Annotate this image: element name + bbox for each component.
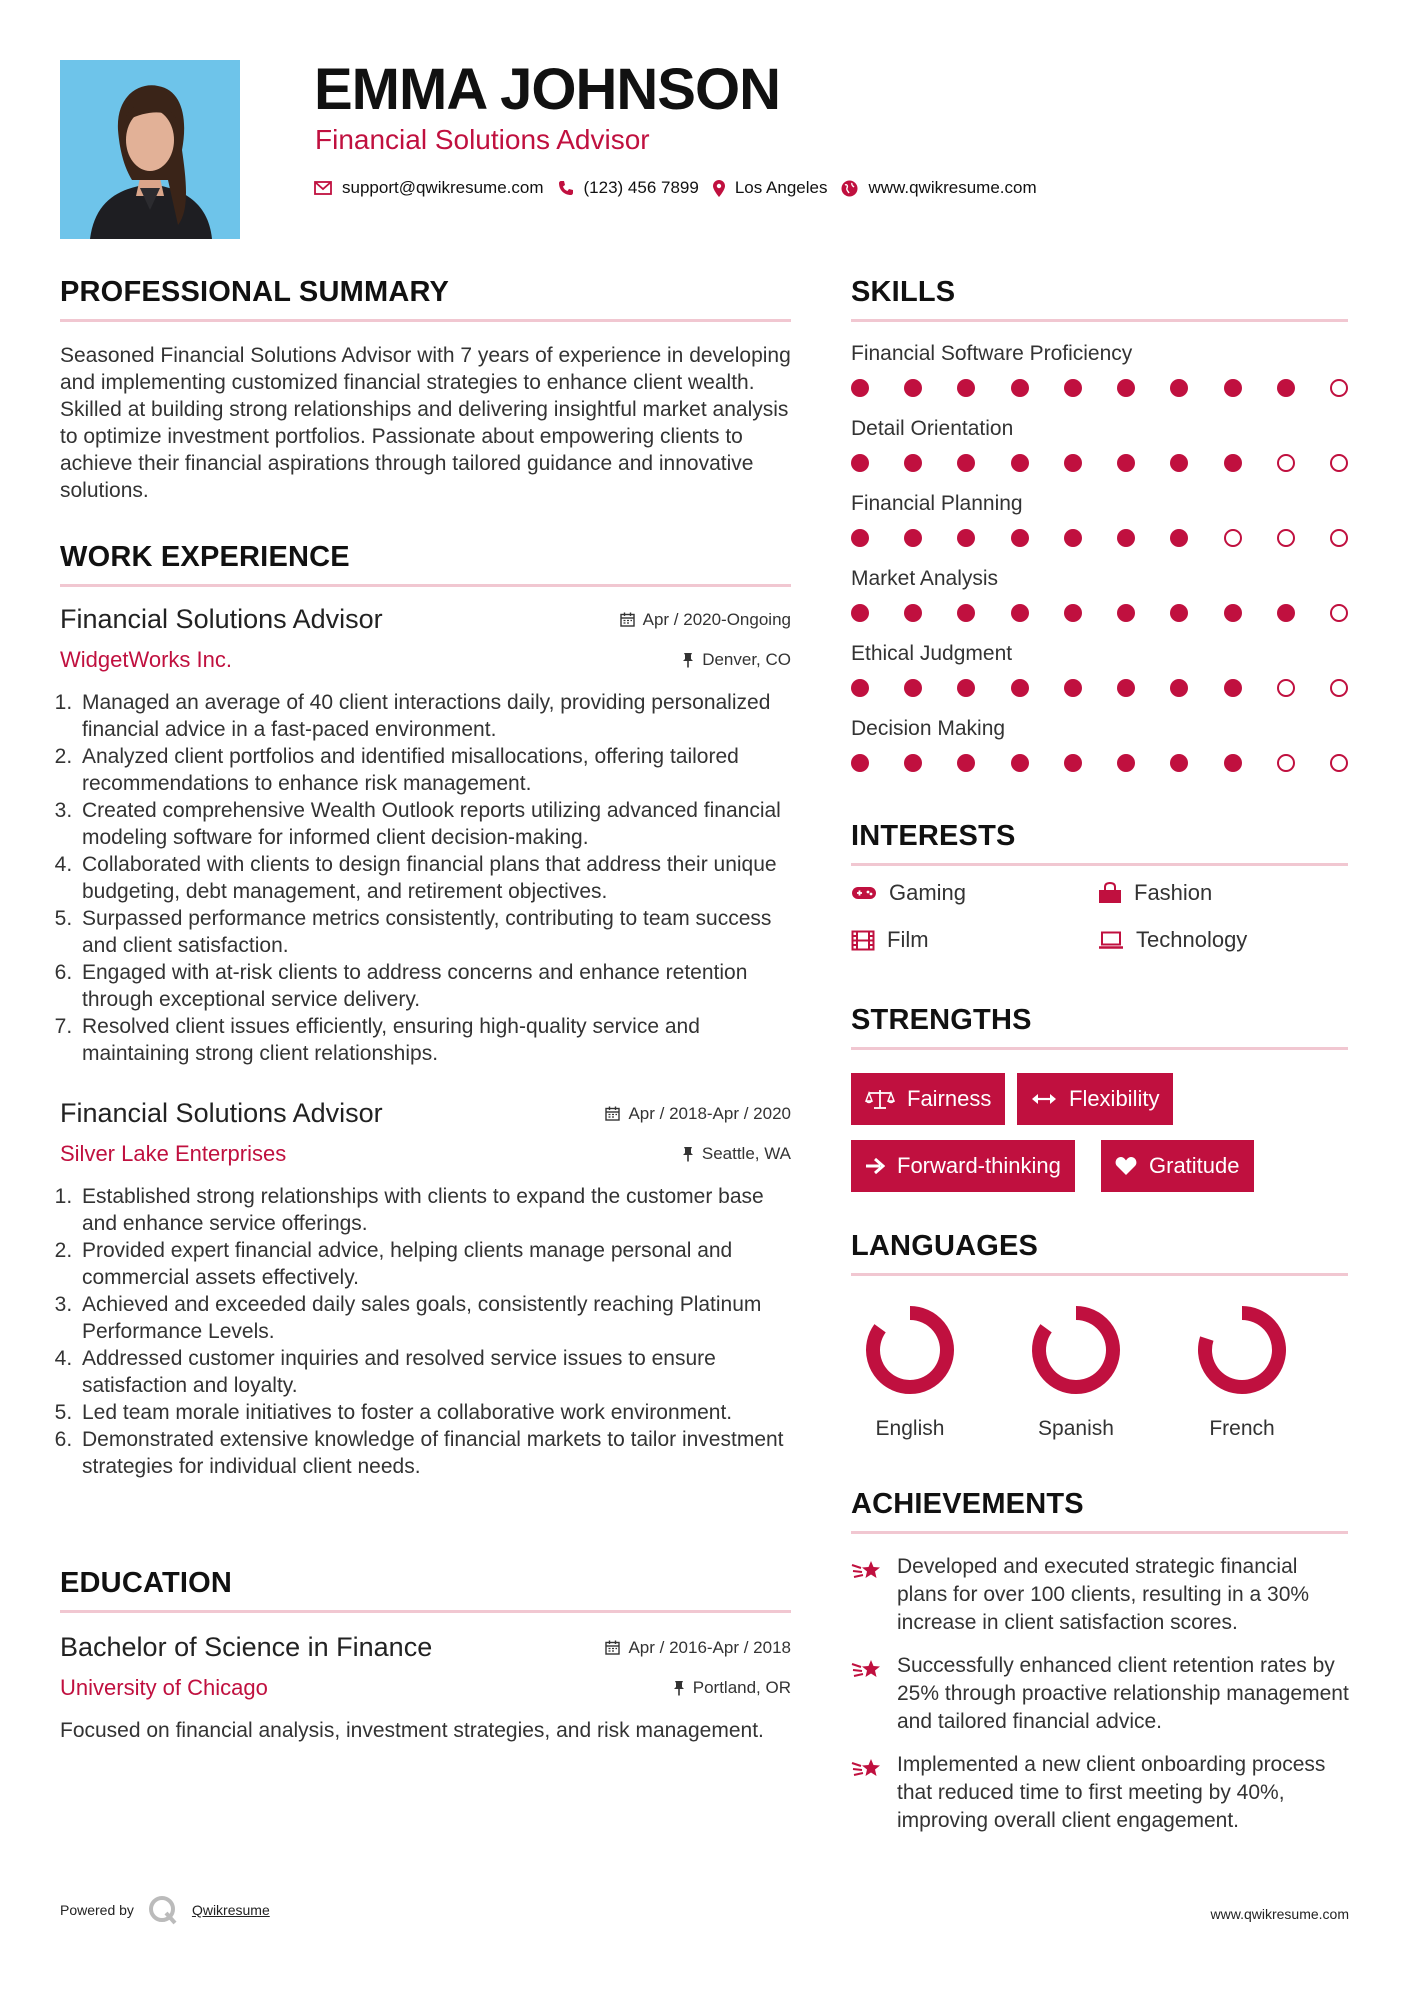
pushpin-icon <box>673 1680 685 1696</box>
rating-dot-filled <box>957 379 975 397</box>
pushpin-icon <box>682 652 694 668</box>
rating-dot-filled <box>1117 454 1135 472</box>
envelope-icon <box>314 181 332 195</box>
job-entry <box>60 1098 791 1480</box>
rating-dot-filled <box>1170 454 1188 472</box>
footer-powered-by <box>60 1893 270 1927</box>
list-item: 4. Addressed customer inquiries and resolved service issues to ensure satisfaction and loyalty. <box>78 1345 791 1399</box>
rating-dot-filled <box>957 604 975 622</box>
rating-dot-filled <box>957 754 975 772</box>
skill-rating <box>851 454 1348 472</box>
strength-label: Fairness <box>907 1086 992 1111</box>
film-icon <box>851 930 875 951</box>
laptop-icon <box>1098 931 1124 949</box>
pushpin-icon <box>682 1146 694 1162</box>
list-item: 6. Demonstrated extensive knowledge of financial markets to tailor investment strategies for individual client needs. <box>78 1426 791 1480</box>
skill-name: Ethical Judgment <box>851 642 1013 665</box>
balance-scale-icon <box>865 1088 895 1110</box>
list-item: 6. Engaged with at-risk clients to address concerns and enhance retention through exceptional service delivery. <box>78 959 791 1013</box>
interest-item <box>851 880 966 906</box>
rating-dot-empty <box>1330 679 1348 697</box>
language-item <box>860 1300 960 1441</box>
interests-divider <box>851 863 1348 866</box>
candidate-title: Financial Solutions Advisor <box>315 124 650 155</box>
footer-website[interactable]: www.qwikresume.com <box>1210 1906 1349 1922</box>
strength-tag <box>851 1140 1075 1192</box>
rating-dot-filled <box>1170 379 1188 397</box>
job-entry <box>60 604 791 1067</box>
job-location-text: Denver, CO <box>702 650 791 669</box>
language-name: English <box>875 1417 945 1440</box>
rating-dot-filled <box>1277 604 1295 622</box>
rating-dot-filled <box>1064 379 1082 397</box>
job-location <box>682 1144 791 1164</box>
education-date <box>605 1638 791 1658</box>
contact-phone[interactable] <box>558 178 699 198</box>
contact-website[interactable] <box>841 178 1036 198</box>
rating-dot-empty <box>1277 754 1295 772</box>
rating-dot-filled <box>1011 454 1029 472</box>
job-date-text: Apr / 2020-Ongoing <box>642 609 791 629</box>
achievement-item <box>851 1652 1351 1736</box>
strengths-heading: STRENGTHS <box>851 1004 1032 1036</box>
rating-dot-empty <box>1330 454 1348 472</box>
rating-dot-empty <box>1277 454 1295 472</box>
language-name: French <box>1209 1417 1275 1440</box>
phone-text: (123) 456 7899 <box>583 178 699 197</box>
skill-row <box>851 567 1348 622</box>
achievement-item <box>851 1553 1351 1637</box>
rating-dot-empty <box>1330 529 1348 547</box>
skill-name: Market Analysis <box>851 567 999 590</box>
skills-heading: SKILLS <box>851 276 956 308</box>
shooting-star-icon <box>851 1656 883 1684</box>
job-company: WidgetWorks Inc. <box>60 647 232 672</box>
qwikresume-logo-icon <box>146 1893 180 1927</box>
strength-label: Forward-thinking <box>897 1153 1061 1178</box>
strengths-divider <box>851 1047 1348 1050</box>
strength-label: Flexibility <box>1069 1086 1160 1111</box>
rating-dot-filled <box>1011 379 1029 397</box>
arrow-right-icon <box>865 1157 885 1175</box>
contact-location <box>713 178 828 198</box>
job-title: Financial Solutions Advisor <box>60 604 383 634</box>
rating-dot-filled <box>1117 679 1135 697</box>
interest-label: Technology <box>1136 927 1248 952</box>
skill-rating <box>851 529 1348 547</box>
skill-row <box>851 417 1348 472</box>
rating-dot-empty <box>1330 604 1348 622</box>
language-gauge-arc <box>873 1313 947 1387</box>
arrows-horizontal-icon <box>1031 1092 1057 1106</box>
job-location <box>682 650 791 670</box>
skill-rating <box>851 754 1348 772</box>
rating-dot-filled <box>851 454 869 472</box>
interests-heading: INTERESTS <box>851 820 1016 852</box>
rating-dot-filled <box>851 529 869 547</box>
job-date <box>620 610 791 630</box>
rating-dot-filled <box>1117 604 1135 622</box>
education-divider <box>60 1610 791 1613</box>
website-text: www.qwikresume.com <box>868 178 1037 197</box>
interest-label: Fashion <box>1134 880 1213 905</box>
interest-label: Film <box>887 927 929 952</box>
rating-dot-filled <box>851 754 869 772</box>
language-item <box>1192 1300 1292 1441</box>
job-date <box>605 1104 791 1124</box>
job-title: Financial Solutions Advisor <box>60 1098 383 1128</box>
degree-title: Bachelor of Science in Finance <box>60 1632 433 1662</box>
location-text: Los Angeles <box>734 178 828 197</box>
skill-name: Detail Orientation <box>851 417 1014 440</box>
rating-dot-filled <box>904 454 922 472</box>
rating-dot-filled <box>851 604 869 622</box>
phone-icon <box>558 180 574 196</box>
skills-divider <box>851 319 1348 322</box>
rating-dot-empty <box>1330 754 1348 772</box>
achievement-item <box>851 1751 1351 1835</box>
rating-dot-filled <box>1011 679 1029 697</box>
rating-dot-empty <box>1277 529 1295 547</box>
achievement-text: Successfully enhanced client retention rates by 25% through proactive relationship management and tailored financial advice. <box>897 1654 1349 1733</box>
language-gauge <box>1026 1300 1126 1400</box>
rating-dot-filled <box>904 754 922 772</box>
skill-rating <box>851 679 1348 697</box>
profile-photo <box>60 60 240 239</box>
map-marker-icon <box>713 180 725 197</box>
rating-dot-empty <box>1224 529 1242 547</box>
interest-item <box>1098 927 1247 953</box>
experience-heading: WORK EXPERIENCE <box>60 541 350 573</box>
rating-dot-filled <box>1064 529 1082 547</box>
skill-name: Decision Making <box>851 717 1006 740</box>
language-name: Spanish <box>1038 1417 1114 1440</box>
gamepad-icon <box>851 885 877 901</box>
powered-by-text: Powered by <box>60 1902 134 1918</box>
skill-row <box>851 492 1348 547</box>
achievements-heading: ACHIEVEMENTS <box>851 1488 1084 1520</box>
skill-name: Financial Planning <box>851 492 1023 515</box>
skill-rating <box>851 379 1348 397</box>
list-item: 3. Created comprehensive Wealth Outlook reports utilizing advanced financial modeling software for informed client decision-making. <box>78 797 791 851</box>
globe-icon <box>841 180 858 197</box>
languages-heading: LANGUAGES <box>851 1230 1039 1262</box>
school-name: University of Chicago <box>60 1675 268 1700</box>
job-location-text: Seattle, WA <box>701 1144 791 1163</box>
list-item: 7. Resolved client issues efficiently, ensuring high-quality service and maintaining strong client relationships. <box>78 1013 791 1067</box>
calendar-icon <box>605 1640 620 1655</box>
list-item: 3. Achieved and exceeded daily sales goals, consistently reaching Platinum Performance Levels. <box>78 1291 791 1345</box>
job-duties <box>60 689 791 1067</box>
education-heading: EDUCATION <box>60 1567 233 1599</box>
skill-name: Financial Software Proficiency <box>851 342 1133 365</box>
list-item: 2. Analyzed client portfolios and identified misallocations, offering tailored recommendations to enhance risk management. <box>78 743 791 797</box>
rating-dot-filled <box>1011 529 1029 547</box>
rating-dot-filled <box>1170 754 1188 772</box>
rating-dot-filled <box>1224 454 1242 472</box>
rating-dot-filled <box>1277 379 1295 397</box>
rating-dot-filled <box>904 679 922 697</box>
calendar-icon <box>605 1106 620 1121</box>
rating-dot-filled <box>1170 679 1188 697</box>
language-gauge-arc <box>1039 1313 1113 1387</box>
strength-tag <box>851 1073 1005 1125</box>
email-text: support@qwikresume.com <box>342 178 544 197</box>
rating-dot-filled <box>1064 604 1082 622</box>
achievement-text: Developed and executed strategic financial plans for over 100 clients, resulting in a 30% increase in client satisfaction scores. <box>897 1555 1310 1634</box>
rating-dot-filled <box>904 604 922 622</box>
qwikresume-link[interactable]: Qwikresume <box>191 1902 270 1918</box>
rating-dot-filled <box>1117 754 1135 772</box>
education-description: Focused on financial analysis, investment strategies, and risk management. <box>60 1719 764 1742</box>
interest-item <box>851 927 929 953</box>
education-entry <box>60 1632 791 1744</box>
list-item: 4. Collaborated with clients to design financial plans that address their unique budgeting, debt management, and retirement objectives. <box>78 851 791 905</box>
skill-row <box>851 342 1348 397</box>
achievements-divider <box>851 1531 1348 1534</box>
job-duties <box>60 1183 791 1480</box>
skill-row <box>851 642 1348 697</box>
rating-dot-filled <box>851 679 869 697</box>
rating-dot-filled <box>904 379 922 397</box>
rating-dot-filled <box>1064 679 1082 697</box>
rating-dot-filled <box>1170 604 1188 622</box>
list-item: 1. Managed an average of 40 client interactions daily, providing personalized financial advice in a fast-paced environment. <box>78 689 791 743</box>
rating-dot-filled <box>1224 379 1242 397</box>
contact-email[interactable] <box>314 178 544 198</box>
heart-icon <box>1115 1156 1137 1176</box>
shopping-bag-icon <box>1098 882 1122 904</box>
summary-divider <box>60 319 791 322</box>
languages-divider <box>851 1273 1348 1276</box>
rating-dot-filled <box>1117 529 1135 547</box>
rating-dot-filled <box>1064 454 1082 472</box>
achievement-text: Implemented a new client onboarding process that reduced time to first meeting by 40%, improving overall client engagement. <box>897 1753 1326 1832</box>
rating-dot-filled <box>1224 604 1242 622</box>
rating-dot-filled <box>957 529 975 547</box>
rating-dot-filled <box>1224 754 1242 772</box>
skill-row <box>851 717 1348 772</box>
list-item: 2. Provided expert financial advice, helping clients manage personal and commercial assets effectively. <box>78 1237 791 1291</box>
rating-dot-filled <box>1064 754 1082 772</box>
language-item <box>1026 1300 1126 1441</box>
rating-dot-filled <box>1011 754 1029 772</box>
education-location-text: Portland, OR <box>692 1678 791 1697</box>
education-date-text: Apr / 2016-Apr / 2018 <box>628 1637 791 1657</box>
skill-rating <box>851 604 1348 622</box>
rating-dot-filled <box>904 529 922 547</box>
rating-dot-filled <box>1117 379 1135 397</box>
rating-dot-empty <box>1277 679 1295 697</box>
candidate-name: EMMA JOHNSON <box>314 57 780 122</box>
interest-item <box>1098 880 1212 906</box>
shooting-star-icon <box>851 1557 883 1585</box>
language-gauge-arc <box>1205 1313 1279 1387</box>
language-gauge <box>860 1300 960 1400</box>
list-item: 5. Surpassed performance metrics consistently, contributing to team success and client satisfaction. <box>78 905 791 959</box>
list-item: 5. Led team morale initiatives to foster a collaborative work environment. <box>78 1399 791 1426</box>
rating-dot-filled <box>957 679 975 697</box>
shooting-star-icon <box>851 1755 883 1783</box>
language-gauge <box>1192 1300 1292 1400</box>
summary-text: Seasoned Financial Solutions Advisor with 7 years of experience in developing and implementing customized financial strategies to enhance client wealth. Skilled at building strong relationships and delivering insightful market analysis to optimize investment portfolios. Passionate about empowering clients to achieve their financial aspirations through tailored guidance and innovative solutions. <box>60 344 791 502</box>
strength-label: Gratitude <box>1149 1153 1240 1178</box>
calendar-icon <box>620 612 635 627</box>
education-location <box>673 1678 791 1698</box>
strength-tag <box>1101 1140 1254 1192</box>
strength-tag <box>1017 1073 1173 1125</box>
contact-bar <box>314 178 1037 198</box>
job-date-text: Apr / 2018-Apr / 2020 <box>628 1103 791 1123</box>
rating-dot-empty <box>1330 379 1348 397</box>
experience-divider <box>60 584 791 587</box>
rating-dot-filled <box>1224 679 1242 697</box>
list-item: 1. Established strong relationships with clients to expand the customer base and enhance service offerings. <box>78 1183 791 1237</box>
rating-dot-filled <box>957 454 975 472</box>
job-company: Silver Lake Enterprises <box>60 1141 287 1166</box>
rating-dot-filled <box>1170 529 1188 547</box>
summary-heading: PROFESSIONAL SUMMARY <box>60 276 450 308</box>
interest-label: Gaming <box>889 880 967 905</box>
rating-dot-filled <box>1011 604 1029 622</box>
rating-dot-filled <box>851 379 869 397</box>
